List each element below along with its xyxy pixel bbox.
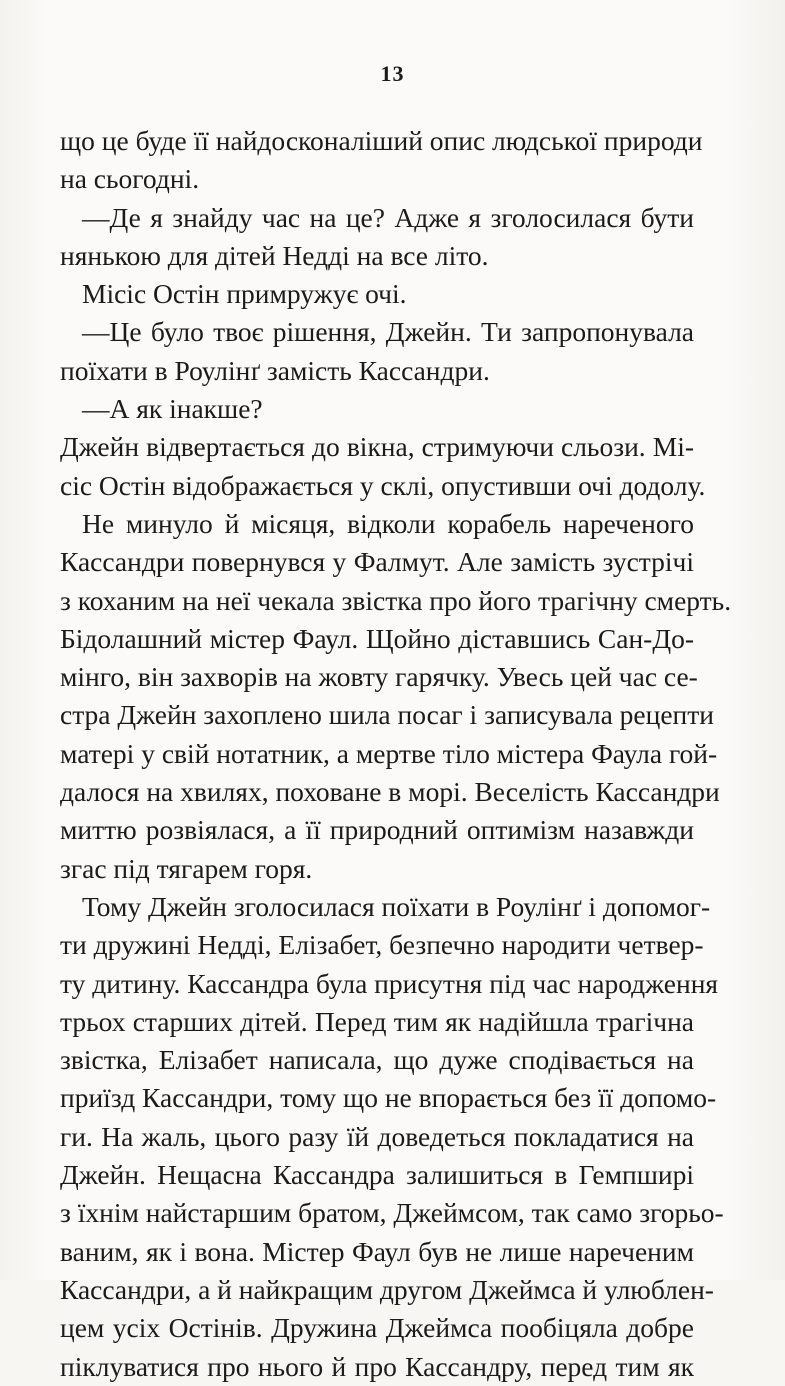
text-line: Джейн відвертається до вікна, стримуючи сльози. Мі- [60, 431, 694, 463]
text-line: далося на хвилях, поховане в морі. Веселість Кассандри [60, 776, 720, 808]
text-line: трьох старших дітей. Перед тим як надійшла трагічна [60, 1005, 694, 1037]
body-text [60, 122, 732, 1386]
text-line: Не минуло й місяця, відколи корабель нареченого [82, 507, 694, 539]
text-line: мінго, він захворів на жовту гарячку. Увесь цей час се- [60, 661, 698, 693]
text-line: ту дитину. Кассандра була присутня під час народження [60, 967, 719, 999]
text-line: нянькою для дітей Недді на все літо. [60, 239, 489, 271]
text-line: з коханим на неї чекала звістка про його трагічну смерть. [60, 584, 732, 616]
text-line: Кассандри, а й найкращим другом Джеймса й улюблен- [60, 1273, 714, 1305]
text-line: ти дружині Недді, Елізабет, безпечно народити четвер- [60, 929, 704, 961]
text-line: Тому Джейн зголосилася поїхати в Роулінґ і допомог- [82, 890, 711, 922]
text-line: на сьогодні. [60, 163, 200, 195]
text-line: цем усіх Остінів. Дружина Джеймса пообіцяла добре [60, 1312, 694, 1344]
text-line: ваним, як і вона. Містер Фаул був не лише нареченим [60, 1235, 694, 1267]
text-line: стра Джейн захоплено шила посаг і записувала рецепти [60, 699, 715, 731]
text-line: миттю розвіялася, а її природний оптимізм назавжди [60, 814, 694, 846]
text-line: згас під тягарем горя. [60, 852, 313, 884]
text-line: з їхнім найстаршим братом, Джеймсом, так само згорьо- [60, 1197, 724, 1229]
text-line: приїзд Кассандри, тому що не впорається без її допомо- [60, 1082, 717, 1114]
text-line: піклуватися про нього й про Кассандру, перед тим як [60, 1350, 694, 1382]
text-line: ги. На жаль, цього разу їй доведеться покладатися на [60, 1120, 694, 1152]
text-line: поїхати в Роулінґ замість Кассандри. [60, 354, 490, 386]
text-line: що це буде її найдосконаліший опис людської природи [60, 125, 703, 156]
text-line: —А як інакше? [82, 393, 263, 425]
text-line: звістка, Елізабет написала, що дуже сподівається на [60, 1044, 694, 1076]
text-line: Місіс Остін примружує очі. [82, 278, 407, 310]
text-line: сіс Остін відображається у склі, опустивши очі додолу. [60, 469, 706, 501]
text-line: матері у свій нотатник, а мертве тіло містера Фаула гой- [60, 737, 718, 769]
page-number: 13 [380, 61, 405, 86]
text-line: —Це було твоє рішення, Джейн. Ти запропонувала [82, 316, 694, 348]
text-line: Джейн. Нещасна Кассандра залишиться в Гемпширі [60, 1159, 694, 1191]
text-line: Кассандри повернувся у Фалмут. Але замість зустрічі [60, 546, 694, 578]
text-line: —Де я знайду час на це? Адже я зголосилася бути [82, 201, 694, 233]
text-line: Бідолашний містер Фаул. Щойно діставшись Сан-До- [60, 622, 694, 654]
